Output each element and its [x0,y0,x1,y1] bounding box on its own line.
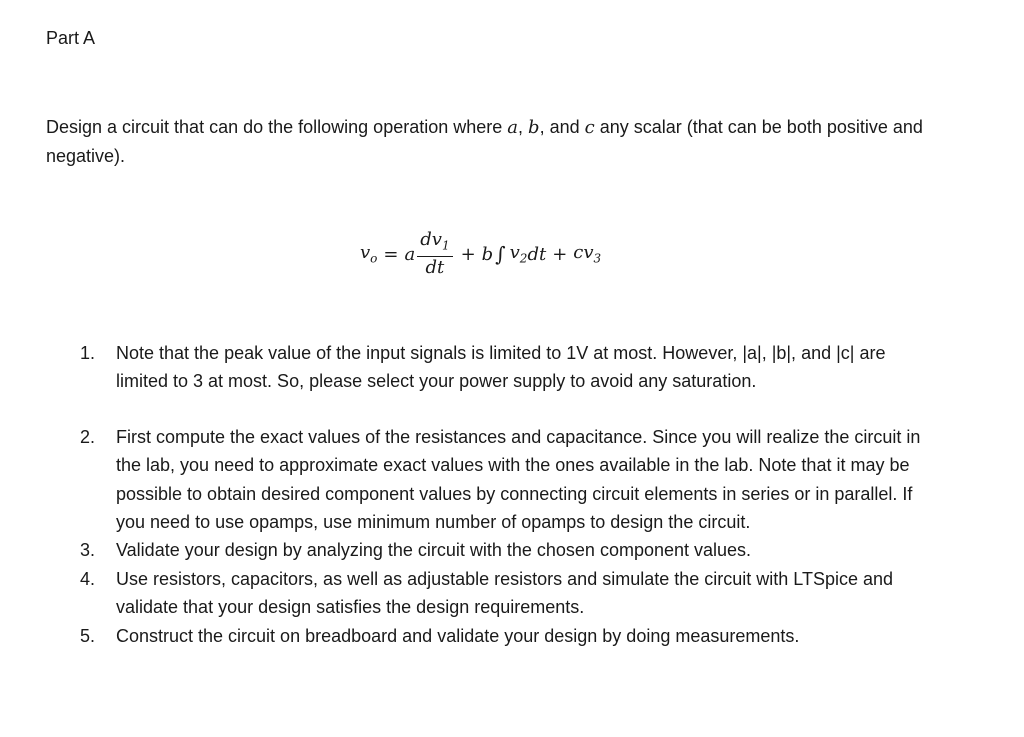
list-item [80,423,940,537]
intro-var-b: b [528,117,540,138]
list-item-number: 5. [80,625,96,646]
eq-coef-b: b [481,243,494,265]
list-item-number: 4. [80,568,96,589]
equation [360,226,601,282]
intro-and: , and [539,117,585,137]
list-item-text: Use resistors, capacitors, as well as adjustable resistors and simulate the circuit with LTSpice and validate that your design satisfies the design requirements. [116,568,893,618]
list-item-text: Construct the circuit on breadboard and validate your design by doing measurements. [116,625,800,646]
eq-lhs-sub: o [370,251,378,266]
list-item [80,565,940,622]
eq-frac-denominator: dt [425,257,445,279]
eq-equals: = [383,243,399,265]
list-item-number: 3. [80,540,96,561]
list-item [80,536,940,564]
eq-lhs: $v_o$ [360,242,378,266]
intro-comma: , [518,117,529,137]
list-item-text: Validate your design by analyzing the circuit with the chosen component values. [116,540,752,561]
list-item-number: 1. [80,343,96,363]
eq-coef-a: a [404,243,416,265]
eq-plus-2: + [552,243,568,265]
list-item-text: Note that the peak value of the input signals is limited to 1V at most. However, |a|, |b|, and |c| are limited to 3 at most. So, please select your power supply to avoid any saturation. [116,343,886,392]
eq-integral-dt: dt [527,243,547,265]
intro-text-2: any scalar (that can be both positive and negative). [46,117,923,166]
eq-integral-sign: ∫ [495,242,506,266]
list-item-number: 2. [80,426,96,447]
eq-frac-numerator: $dv_1$ [420,228,450,253]
intro-text-1: Design a circuit that can do the following operation where [46,117,508,137]
intro-paragraph [46,113,946,171]
list-item [80,339,940,396]
requirements-list [80,339,940,650]
list-item-text: First compute the exact values of the resistances and capacitance. Since you will realize the circuit in the lab, you need to approximate exact values with the ones available in the lab. Note that it may be possible to obtain desired component values by connecting circuit elements in series or in parallel. If you need to use opamps, use minimum number of opamps to design the circuit. [116,426,921,533]
eq-plus-1: + [460,243,476,265]
eq-integrand: $v_2$ [509,242,528,266]
intro-var-a: a [507,117,519,138]
list-item [80,622,940,650]
intro-var-c: c [584,117,595,138]
section-heading: Part A [46,28,96,48]
eq-coef-c: $cv_3$ [573,242,602,266]
eq-derivative-fraction [417,229,452,280]
